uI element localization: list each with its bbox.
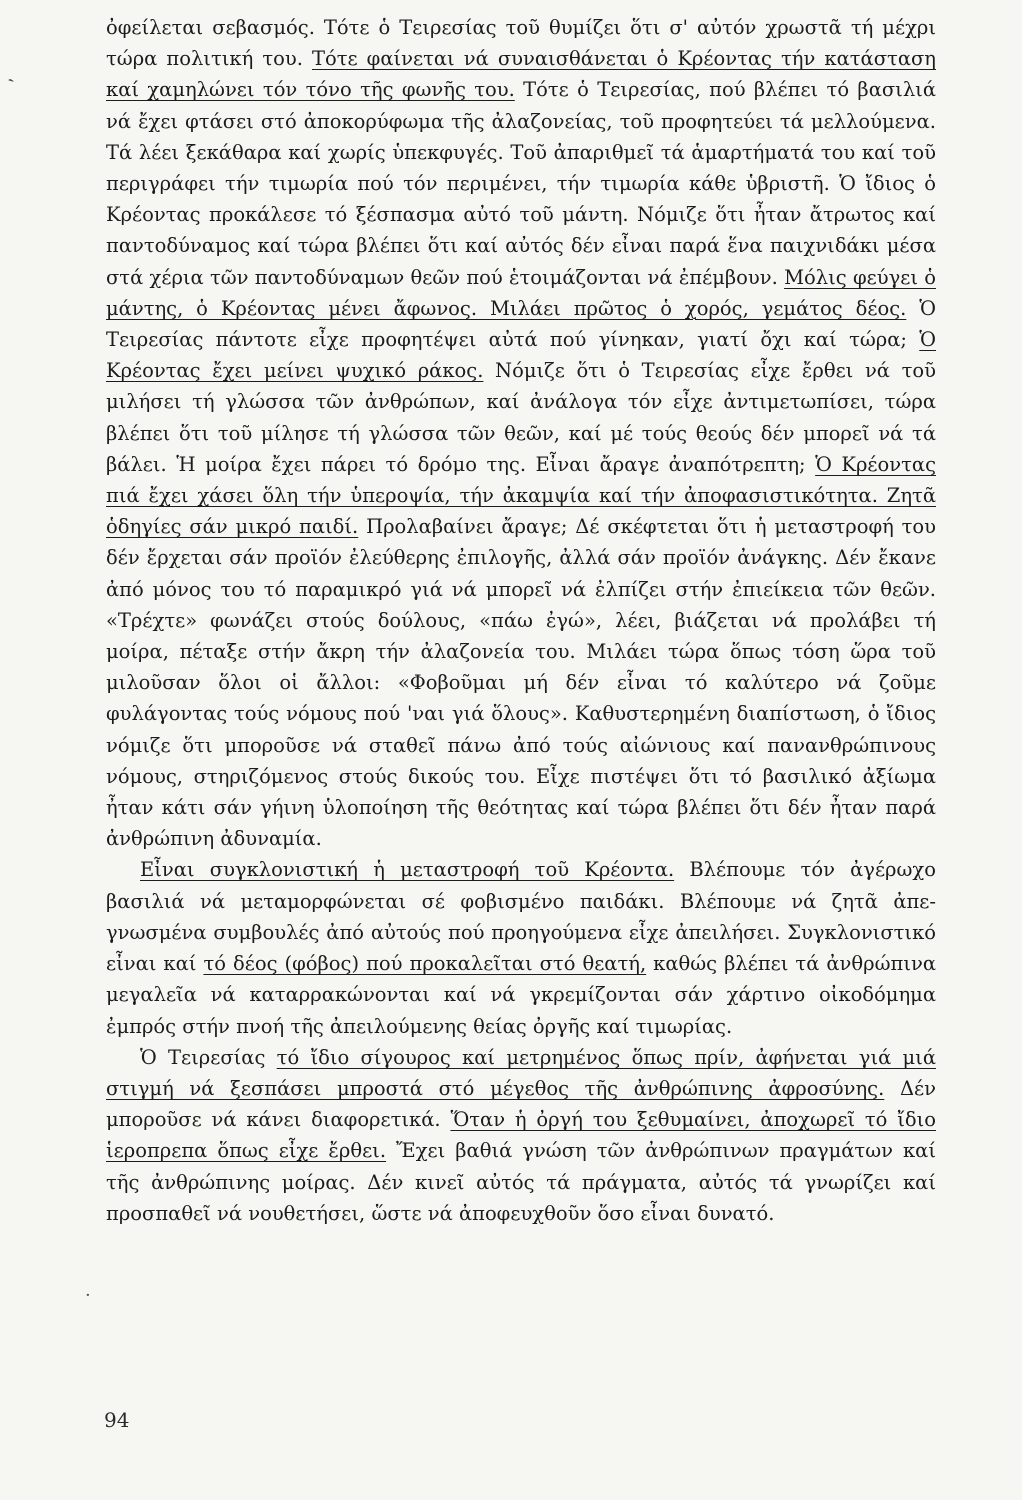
underlined-passage: Εἶναι συγκλονιστική ἡ μεταστροφή τοῦ Κρέοντα. <box>140 858 675 882</box>
text-span: Ἔχει βαθιά γνώση τῶν ἀνθρώπινων πραγμάτων καί τῆς ἀνθρώπινης μοίρας. Δέν κινεῖ αὐτός τά πράγματα, αὐτός τά γνωρίζει καί προσπαθεῖ νά νουθετήσει, ὥστε νά ἀποφευχθοῦν ὅσο εἶναι δυνατό. <box>106 1139 936 1225</box>
underlined-passage: Ὁ Κρέοντας πιά ἔχει χάσει ὅλη τήν ὑπεροψία, τήν ἀκαμψία καί τήν ἀποφασιστικότητα. Ζητᾶ ὁδηγίες σάν μικρό παιδί. <box>106 452 937 539</box>
text-span: Ὁ Τειρεσίας <box>140 1045 277 1069</box>
text-span: Προλαβαίνει ἄραγε; Δέ σκέφτεται ὅτι ἡ μεταστροφή του δέν ἔρχεται σάν προϊόν ἐλεύθερης ἐπιλογῆς, ἀλλά σάν προϊόν ἀνάγκης. Δέν ἔκανε ἀπό μόνος του τό παραμικρό γιά νά μπορεῖ νά ἐλπίζει στήν ἐπιείκεια τῶν θεῶν. «Τρέχτε» φωνάζει στούς δούλους, «πάω ἐγώ», λέει, βιάζεται νά προλάβει τή μοίρα, πέταξε στήν ἄκρη τήν ἀλαζονεία του. Μιλάει τώρα ὅπως τόση ὥρα τοῦ μιλοῦσαν ὅλοι οἱ ἄλλοι: «Φοβοῦμαι μή δέν εἶναι τό καλύτερο νά ζοῦμε φυλάγοντας τούς νόμους πού 'ναι γιά ὅλους». Καθυστερημένη διαπίστωση, ὁ ἴδιος νόμιζε ὅτι μποροῦσε νά σταθεῖ πάνω ἀπό τούς αἰώνιους καί πανανθρώπινους νόμους, στηριζόμενος στούς δικούς του. Εἶχε πιστέψει ὅτι τό βασιλικό ἀξίωμα ἦταν κάτι σάν γήινη ὑλοποίηση τῆς θεότητας καί τώρα βλέπει ὅτι δέν ἦταν παρά ἀνθρώπινη ἀδυναμία. <box>106 515 936 851</box>
text-span: καθώς βλέπει τά ἀνθρώπινα μεγαλεῖα νά καταρρακώνονται καί νά γκρεμίζονται σάν χάρτινο οἰκοδόμημα ἐμπρός στήν πνοή τῆς ἀπειλούμενης θείας ὀργῆς καί τιμωρίας. <box>106 952 936 1038</box>
body-text <box>106 12 936 1229</box>
page-number: 94 <box>104 1408 130 1432</box>
text-span: Νόμιζε ὅτι ὁ Τειρεσίας εἶχε ἔρθει νά τοῦ μιλήσει τή γλώσσα τῶν ἀνθρώπων, καί ἀνάλογα τόν εἶχε ἀντιμετωπίσει, τώρα βλέπει ὅτι τοῦ μίλησε τή γλώσσα τῶν θεῶν, καί μέ τούς θεούς δέν μπορεῖ νά τά βάλει. Ἡ μοίρα ἔχει πάρει τό δρόμο της. Εἶναι ἄραγε ἀναπότρεπτη; <box>106 359 936 476</box>
underlined-passage: Ὅταν ἡ ὀργή του ξεθυμαίνει, ἀποχωρεῖ τό ἴδιο ἱεροπρεπα ὅπως εἶχε ἔρθει. <box>106 1108 937 1163</box>
margin-pencil-mark: ˏ <box>0 58 16 85</box>
paragraph-1 <box>106 12 936 854</box>
underlined-passage: Μόλις φεύγει ὁ μάντης, ὁ Κρέοντας μένει ἄφωνος. Μιλάει πρῶτος ὁ χορός, γεμάτος δέος. <box>106 265 936 320</box>
underlined-passage: Τότε φαίνεται νά συναισθάνεται ὁ Κρέοντας τήν κατάσταση καί χαμηλώνει τόν τόνο τῆς φωνῆς του. <box>106 47 936 102</box>
paragraph-3 <box>106 1042 936 1229</box>
text-span: Βλέπουμε τόν ἀγέρωχο βασιλιά νά μεταμορφώνεται σέ φοβισμένο παιδάκι. Βλέπουμε νά ζητᾶ ἀπεγνωσμένα συμβουλές ἀπό αὐτούς πού προηγούμενα εἶχε ἀπειλήσει. Συγκλονιστικό εἶναι καί <box>106 858 936 976</box>
underlined-passage: Ὁ Κρέοντας ἔχει μείνει ψυχικό ράκος. <box>106 328 936 383</box>
text-span: Δέν μποροῦσε νά κάνει διαφορετικά. <box>106 1076 936 1132</box>
text-span: Τότε ὁ Τειρεσίας, πού βλέπει τό βασιλιά νά ἔχει φτάσει στό ἀποκορύφωμα τῆς ἀλαζονείας, τοῦ προφητεύει τά μελλούμενα. Τά λέει ξεκάθαρα καί χωρίς ὑπεκφυγές. Τοῦ ἀπαριθμεῖ τά ἁμαρτήματά του καί τοῦ περιγράφει τήν τιμωρία πού τόν περιμένει, τήν τιμωρία κάθε ὑβριστῆ. Ὁ ἴδιος ὁ Κρέοντας προκάλεσε τό ξέσπασμα αὐτό τοῦ μάντη. Νόμιζε ὅτι ἦταν ἄτρωτος καί παντοδύναμος καί τώρα βλέπει ὅτι καί αὐτός δέν εἶναι παρά ἕνα παιχνιδάκι μέσα στά χέρια τῶν παντοδύναμων θεῶν πού ἑτοιμάζονται νά ἐπέμβουν. <box>106 78 936 289</box>
text-span: ὀφείλεται σεβασμός. Τότε ὁ Τειρεσίας τοῦ θυμίζει ὅτι σ' αὐτόν χρωστᾶ τή μέχρι τώρα πολιτική του. <box>106 16 936 71</box>
paragraph-2 <box>106 854 936 1041</box>
underlined-passage: τό δέος (φόβος) πού προκαλεῖται στό θεατή, <box>203 952 647 976</box>
text-span: Ὁ Τειρεσίας πάντοτε εἶχε προφητέψει αὐτά πού γίνηκαν, γιατί ὄχι καί τώρα; <box>106 296 936 352</box>
margin-dot-mark: · <box>85 1285 91 1306</box>
underlined-passage: τό ἴδιο σίγουρος καί μετρημένος ὅπως πρίν, ἀφήνεται γιά μιά στιγμή νά ξεσπάσει μπροστά στό μέγεθος τῆς ἀνθρώπινης ἀφροσύνης. <box>106 1045 936 1100</box>
